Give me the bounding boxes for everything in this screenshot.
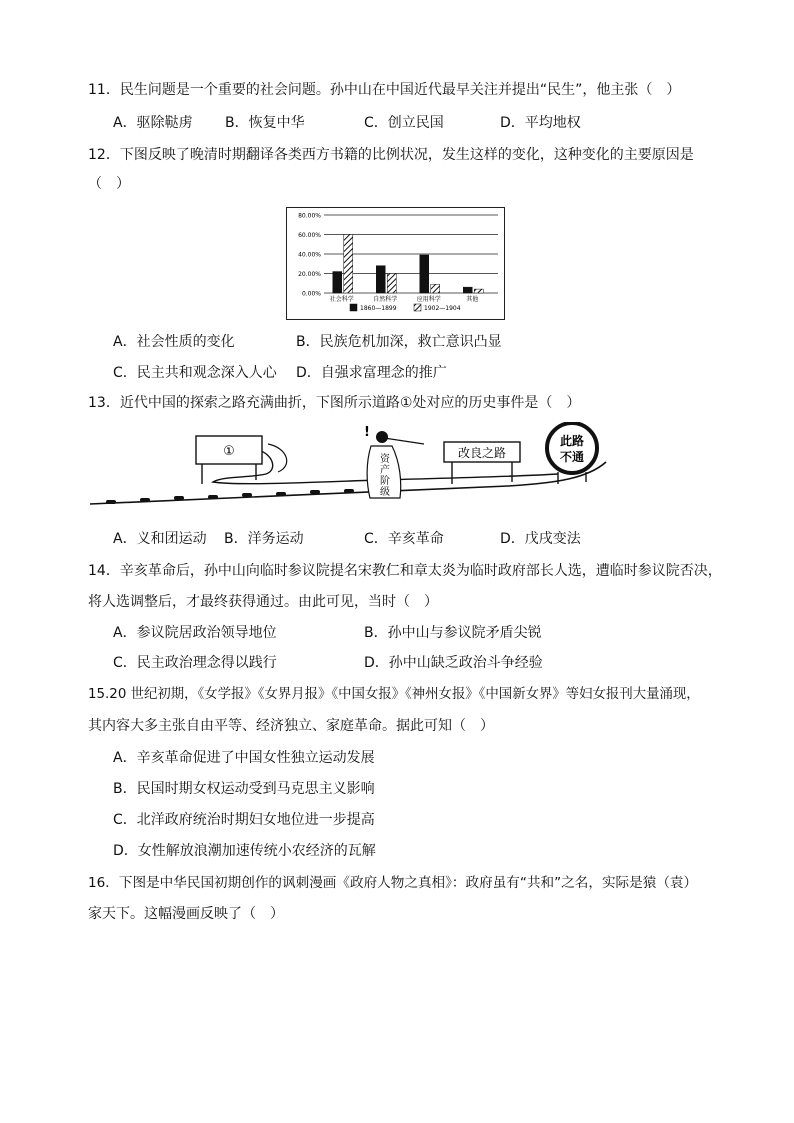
x-category-label: 自然科学	[373, 296, 398, 303]
y-tick-label: 0.00%	[301, 290, 321, 298]
stop-sign-line1: 此路	[559, 434, 585, 448]
q13-option-a: A．义和团运动	[113, 531, 207, 547]
bar-series1	[376, 266, 385, 293]
q13-option-c: C．辛亥革命	[364, 531, 444, 547]
y-tick-label: 80.00%	[298, 212, 321, 220]
legend-label: 1860—1899	[360, 305, 397, 312]
q11-option-b: B．恢复中华	[225, 115, 305, 131]
bar-series1	[463, 287, 472, 293]
q12-stem: 12．下图反映了晚清时期翻译各类西方书籍的比例状况，发生这样的变化，这种变化的主要原因是	[88, 147, 694, 163]
x-category-label: 其他	[466, 296, 479, 303]
q15-option-c: C．北洋政府统治时期妇女地位进一步提高	[113, 812, 375, 828]
q11-stem: 11．民生问题是一个重要的社会问题。孙中山在中国近代最早关注并提出“民生”，他主张（ ）	[88, 82, 681, 98]
q11-option-c: C．创立民国	[364, 115, 444, 131]
y-tick-label: 20.00%	[298, 271, 321, 278]
figure-char-1: 资	[380, 454, 390, 465]
q12-stem-cont: （ ）	[88, 176, 130, 192]
q12-option-a: A．社会性质的变化	[113, 334, 235, 350]
q14-option-a: A．参议院居政治领导地位	[113, 625, 277, 641]
person-figure	[364, 425, 424, 498]
bar-series1	[420, 255, 429, 293]
footprints	[106, 489, 354, 504]
q15-stem: 15.20 世纪初期，《女学报》《女界月报》《中国女报》《神州女报》《中国新女界》等妇女报刊大量涌现，	[88, 687, 700, 702]
bar-series2	[474, 289, 483, 293]
q14-option-c: C．民主政治理念得以践行	[113, 655, 277, 671]
q12-option-c: C．民主共和观念深入人心	[113, 365, 277, 381]
q16-stem: 16．下图是中华民国初期创作的讽刺漫画《政府人物之真相》：政府虽有“共和”之名，实际是猿（袁）	[88, 875, 698, 891]
q15-option-a: A．辛亥革命促进了中国女性独立运动发展	[113, 750, 375, 766]
exclaim-mark: !	[364, 425, 370, 440]
q14-option-b: B．孙中山与参议院矛盾尖锐	[364, 625, 542, 641]
legend-swatch	[350, 304, 357, 311]
q12-option-b: B．民族危机加深，救亡意识凸显	[296, 334, 502, 350]
q13-option-d: D．戊戌变法	[500, 531, 581, 547]
q16-stem-cont: 家天下。这幅漫画反映了（ ）	[88, 906, 284, 922]
q14-stem: 14．辛亥革命后，孙中山向临时参议院提名宋教仁和章太炎为临时政府部长人选，遭临时参议院否决，	[88, 563, 722, 579]
bar-chart	[286, 207, 506, 320]
bar-series1	[333, 272, 342, 293]
q15-option-b: B．民国时期女权运动受到马克思主义影响	[113, 781, 375, 797]
stop-sign-line2: 不通	[559, 450, 585, 464]
bar-series2	[387, 274, 396, 294]
q14-stem-cont: 将人选调整后，才最终获得通过。由此可见，当时（ ）	[88, 594, 438, 610]
y-tick-label: 40.00%	[298, 251, 321, 259]
sign-1	[196, 436, 262, 484]
legend-label: 1902—1904	[424, 305, 461, 312]
q13-option-b: B．洋务运动	[224, 531, 304, 547]
q11-option-d: D．平均地权	[500, 115, 581, 131]
bar-series2	[344, 235, 353, 294]
q15-option-d: D．女性解放浪潮加速传统小农经济的瓦解	[113, 843, 376, 859]
legend-swatch	[414, 304, 421, 311]
figure-char-2: 产	[380, 465, 390, 476]
bar-series2	[431, 284, 440, 293]
road-edge-bottom	[90, 462, 606, 504]
q14-option-d: D．孙中山缺乏政治斗争经验	[364, 655, 543, 671]
q15-stem-cont: 其内容大多主张自由平等、经济独立、家庭革命。据此可知（ ）	[88, 718, 494, 734]
sign-1-label: ①	[223, 444, 235, 459]
q11-option-a: A．驱除鞑虏	[113, 115, 193, 131]
road-cartoon	[88, 422, 608, 522]
q12-option-d: D．自强求富理念的推广	[296, 365, 447, 381]
x-category-label: 社会科学	[329, 296, 354, 303]
y-tick-label: 60.00%	[298, 232, 321, 239]
figure-char-4: 级	[380, 487, 390, 498]
figure-char-3: 阶	[380, 476, 390, 487]
x-category-label: 应用科学	[416, 296, 441, 303]
q13-stem: 13．近代中国的探索之路充满曲折，下图所示道路①处对应的历史事件是（ ）	[88, 395, 581, 411]
sign-reform-label: 改良之路	[457, 446, 507, 460]
